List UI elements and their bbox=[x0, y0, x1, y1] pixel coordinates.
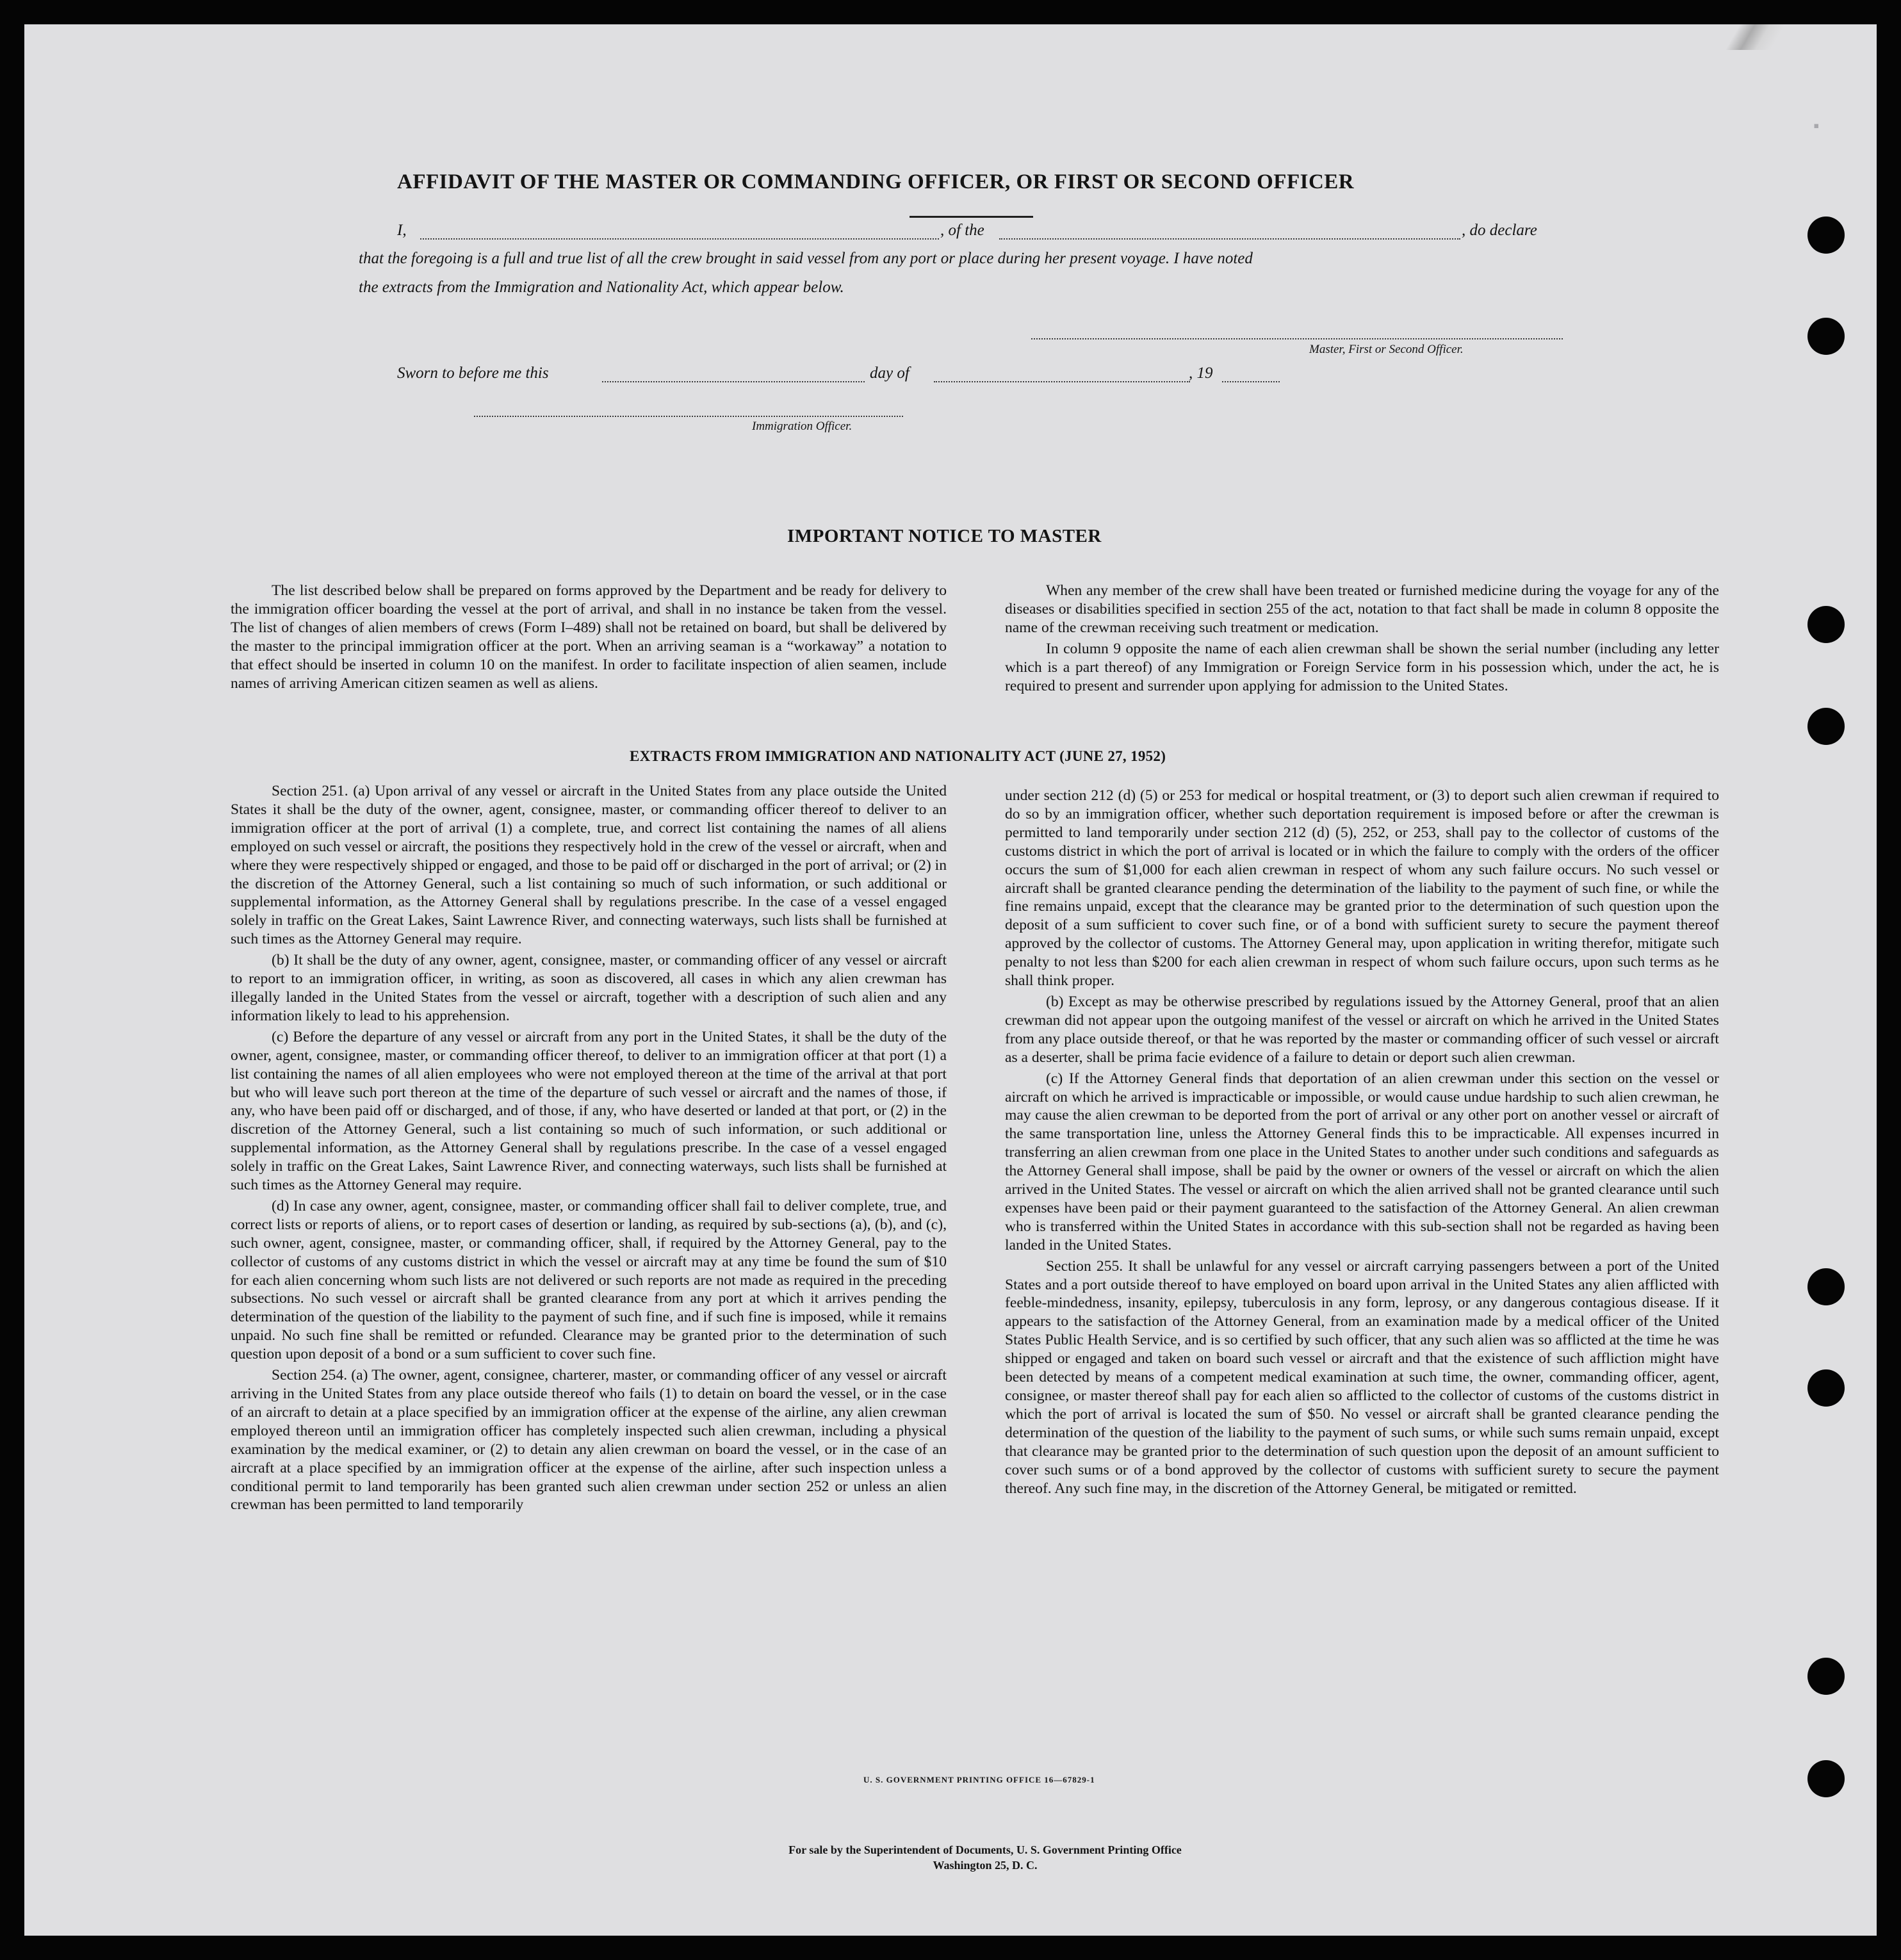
print-office-code: U. S. GOVERNMENT PRINTING OFFICE 16—67829-1 bbox=[863, 1775, 1095, 1784]
vessel-field-line[interactable] bbox=[999, 238, 1460, 240]
affidavit-statement-line: that the foregoing is a full and true list of all the crew brought in said vessel from any port or place during her present voyage. I have noted bbox=[359, 250, 1253, 267]
officer-signature-line[interactable] bbox=[474, 416, 903, 417]
sworn-label: Sworn to before me this bbox=[397, 364, 549, 382]
affidavit-title: AFFIDAVIT OF THE MASTER OR COMMANDING OFFICER, OR FIRST OR SECOND OFFICER bbox=[397, 170, 1355, 193]
year-label: , 19 bbox=[1189, 364, 1213, 382]
binder-hole bbox=[1807, 1658, 1845, 1695]
notice-paragraph: In column 9 opposite the name of each alien crewman shall be shown the serial number (including any letter which is a part thereof) of any Immigration or Foreign Service form in his possession which, under the act, he is required to present and surrender upon applying for admission to the United States. bbox=[1005, 640, 1719, 694]
master-signature-line[interactable] bbox=[1031, 338, 1563, 339]
extracts-right-column bbox=[1005, 787, 1719, 1500]
binder-hole bbox=[1807, 216, 1845, 254]
affidavit-of-the-label: , of the bbox=[940, 222, 984, 239]
notice-paragraph: The list described below shall be prepared on forms approved by the Department and be ready for delivery to the immigration officer boarding the vessel at the port of arrival, and shall in no instance be taken from the vessel. The list of changes of alien members of crews (Form I–489) shall not be retained on board, but shall be delivered by the master to the principal immigration officer at the port. When an arriving seaman is a “workaway” a notation to that effect should be inserted in column 10 on the manifest. In order to facilitate inspection of alien seamen, include names of arriving American citizen seamen as well as aliens. bbox=[231, 582, 947, 692]
binder-hole bbox=[1807, 318, 1845, 355]
bleed-through-mark: ▪ bbox=[1811, 117, 1823, 136]
sworn-month-field-line[interactable] bbox=[934, 381, 1190, 382]
notice-right-column bbox=[1005, 582, 1719, 698]
sworn-day-field-line[interactable] bbox=[602, 381, 865, 382]
sale-notice bbox=[665, 1842, 1305, 1873]
form-page bbox=[24, 24, 1877, 1936]
title-divider bbox=[910, 216, 1033, 218]
affidavit-i-label: I, bbox=[397, 222, 407, 239]
binder-hole bbox=[1807, 606, 1845, 643]
section-254-c: (c) If the Attorney General finds that deportation of an alien crewman under this section on the vessel or aircraft on which he arrived is impracticable or impossible, or would cause undue hardship to such alien crewman, he may cause the alien crewman to be deported from the port of arrival or any other port on another vessel or aircraft of the same transportation line, unless the Attorney General finds this to be impracticable. All expenses incurred in transferring an alien crewman from one place in the United States to another under such conditions and safeguards as the Attorney General shall impose, shall be paid by the owner or owners of the vessel or aircraft on which the alien arrived in the United States. The vessel or aircraft on which the alien arrived shall not be granted clearance until such expenses have been paid or their payment guaranteed to the satisfaction of the Attorney General. An alien crewman who is transferred within the United States in accordance with this sub-section shall not be regarded as having been landed in the United States. bbox=[1005, 1070, 1719, 1254]
paper-corner-mark bbox=[1725, 24, 1786, 50]
section-251-a: Section 251. (a) Upon arrival of any vessel or aircraft in the United States from any place outside the United States it shall be the duty of the owner, agent, consignee, master, or commanding officer thereof to deliver to an immigration officer at the port of arrival (1) a complete, true, and correct list containing the names of all aliens employed on such vessel or aircraft, the positions they respectively hold in the crew of the vessel or aircraft, when and where they were respectively shipped or engaged, and those to be paid off or discharged in the port of arrival; or (2) in the discretion of the Attorney General, such a list containing so much of such information, or such additional or supplemental information, as the Attorney General shall by regulations prescribe. In the case of a vessel engaged solely in traffic on the Great Lakes, Saint Lawrence River, and connecting waterways, such lists shall be furnished at such times as the Attorney General may require. bbox=[231, 783, 947, 948]
binder-hole bbox=[1807, 1268, 1845, 1305]
affidavit-declare-label: , do declare bbox=[1462, 222, 1537, 239]
section-251-d: (d) In case any owner, agent, consignee, master, or commanding officer shall fail to deliver complete, true, and correct lists or reports of aliens, or to report cases of desertion or landing, as required by sub-sections (a), (b), and (c), such owner, agent, consignee, master, or commanding officer, shall, if required by the Attorney General, pay to the collector of customs of any customs district in which the vessel or aircraft may at any time be found the sum of $10 for each alien concerning whom such lists are not delivered or such reports are not made as required in the preceding subsections. No such vessel or aircraft shall be granted clearance from any port at which it arrives pending the determination of the question of the liability to the payment of such fine, and if such fine is imposed, while it remains unpaid. No such fine shall be remitted or refunded. Clearance may be granted prior to the determination of such question upon deposit of a bond or a sum sufficient to cover such fine. bbox=[231, 1197, 947, 1363]
notice-title: IMPORTANT NOTICE TO MASTER bbox=[787, 526, 1102, 546]
section-251-c: (c) Before the departure of any vessel or aircraft from any port in the United States, it shall be the duty of the owner, agent, consignee, master, or commanding officer thereof, to deliver to an immigration officer at that port (1) a list containing the names of all alien employees who were not employed thereon at the time of the arrival at that port but who will leave such port thereon at the time of the departure of such vessel or aircraft and the names of those, if any, who have been paid off or discharged, and of those, if any, who have deserted or landed at that port, or (2) in the discretion of the Attorney General, such a list containing so much of such information, or such additional or supplemental information, as the Attorney General shall by regulations prescribe. In the case of a vessel engaged solely in traffic on the Great Lakes, Saint Lawrence River, and connecting waterways, such lists shall be furnished at such times as the Attorney General may require. bbox=[231, 1028, 947, 1194]
sworn-year-field-line[interactable] bbox=[1222, 381, 1280, 382]
name-field-line[interactable] bbox=[420, 238, 939, 240]
affidavit-extracts-line: the extracts from the Immigration and Nationality Act, which appear below. bbox=[359, 279, 844, 296]
sale-notice-address: Washington 25, D. C. bbox=[933, 1859, 1038, 1872]
section-254-a-start: Section 254. (a) The owner, agent, consignee, charterer, master, or commanding officer of any vessel or aircraft arriving in the United States from any place outside thereof who fails (1) to detain on board the vessel, or in the case of an aircraft to detain at a place specified by an immigration officer at the expense of the airline, any alien crewman employed thereon until an immigration officer has completely inspected such alien crewman, including a physical examination by the medical examiner, or (2) to detain any alien crewman on board the vessel, or in the case of an aircraft at a place specified by an immigration officer at the expense of the airline, after such inspection unless a conditional permit to land temporarily has been granted such alien crewman under section 252 or unless an alien crewman has been permitted to land temporarily bbox=[231, 1367, 947, 1514]
sale-notice-line: For sale by the Superintendent of Documents, U. S. Government Printing Office bbox=[788, 1843, 1182, 1856]
officer-signature-caption: Immigration Officer. bbox=[752, 420, 853, 433]
extracts-title: EXTRACTS FROM IMMIGRATION AND NATIONALITY ACT (JUNE 27, 1952) bbox=[630, 748, 1166, 764]
day-of-label: day of bbox=[870, 364, 910, 382]
binder-hole bbox=[1807, 708, 1845, 745]
section-254-b: (b) Except as may be otherwise prescribed by regulations issued by the Attorney General, proof that an alien crewman did not appear upon the outgoing manifest of the vessel or aircraft on which he arrived in the United States from any place outside thereof, or that he was reported by the master or commanding officer of such vessel or aircraft as a deserter, shall be prima facie evidence of a failure to detain or deport such alien crewman. bbox=[1005, 993, 1719, 1066]
section-251-b: (b) It shall be the duty of any owner, agent, consignee, master, or commanding officer of any vessel or aircraft to report to an immigration officer, in writing, as soon as discovered, all cases in which any alien crewman has illegally landed in the United States from the vessel or aircraft, together with a description of such alien and any information likely to lead to his apprehension. bbox=[231, 952, 947, 1024]
notice-left-column bbox=[231, 582, 947, 695]
section-254-a-cont: under section 212 (d) (5) or 253 for medical or hospital treatment, or (3) to deport such alien crewman if required to do so by an immigration officer, whether such deportation requirement is imposed before or after the crewman is permitted to land temporarily under section 212 (d) (5), 252, or 253, shall pay to the collector of customs of the customs district in which the port of arrival is located or in which the failure to comply with the orders of the officer occurs the sum of $1,000 for each alien crewman in respect of whom any such failure occurs. No such vessel or aircraft shall be granted clearance pending the determination of the liability to the payment of such fine, or while the fine remains unpaid, except that the clearance may be granted prior to the determination of such question upon the deposit of a sum sufficient to cover such fine, or of a bond with sufficient surety to secure the payment thereof approved by the collector of customs. The Attorney General may, upon application in writing therefor, mitigate such penalty to not less than $200 for each alien crewman in respect of whom such failure occurs, upon such terms as he shall think proper. bbox=[1005, 787, 1719, 990]
binder-hole bbox=[1807, 1760, 1845, 1797]
extracts-left-column bbox=[231, 782, 947, 1517]
section-255: Section 255. It shall be unlawful for any vessel or aircraft carrying passengers between a port of the United States and a port outside thereof to have employed on board upon arrival in the United States any alien afflicted with feeble-mindedness, insanity, epilepsy, tuberculosis in any form, leprosy, or any dangerous contagious disease. If it appears to the satisfaction of the Attorney General, from an examination made by a medical officer of the United States Public Health Service, and is so certified by such officer, that any such alien was so afflicted at the time he was shipped or engaged and taken on board such vessel or aircraft and that the existence of such affliction might have been detected by means of a competent medical examination at such time, the owner, commanding officer, agent, consignee, or master thereof shall pay for each alien so afflicted to the collector of customs of the customs district in which the port of arrival is located the sum of $50. No vessel or aircraft shall be granted clearance pending the determination of the question of the liability to the payment of such sums, or while such sums remain unpaid, except that clearance may be granted prior to the determination of such question upon the deposit of an amount sufficient to cover such sums or of a bond approved by the collector of customs with sufficient surety to secure the payment thereof. Any such fine may, in the discretion of the Attorney General, be mitigated or remitted. bbox=[1005, 1257, 1719, 1497]
binder-hole bbox=[1807, 1369, 1845, 1407]
master-signature-caption: Master, First or Second Officer. bbox=[1309, 343, 1464, 356]
notice-paragraph: When any member of the crew shall have been treated or furnished medicine during the voyage for any of the diseases or disabilities specified in section 255 of the act, notation to that fact shall be made in column 8 opposite the name of the crewman receiving such treatment or medication. bbox=[1005, 582, 1719, 636]
